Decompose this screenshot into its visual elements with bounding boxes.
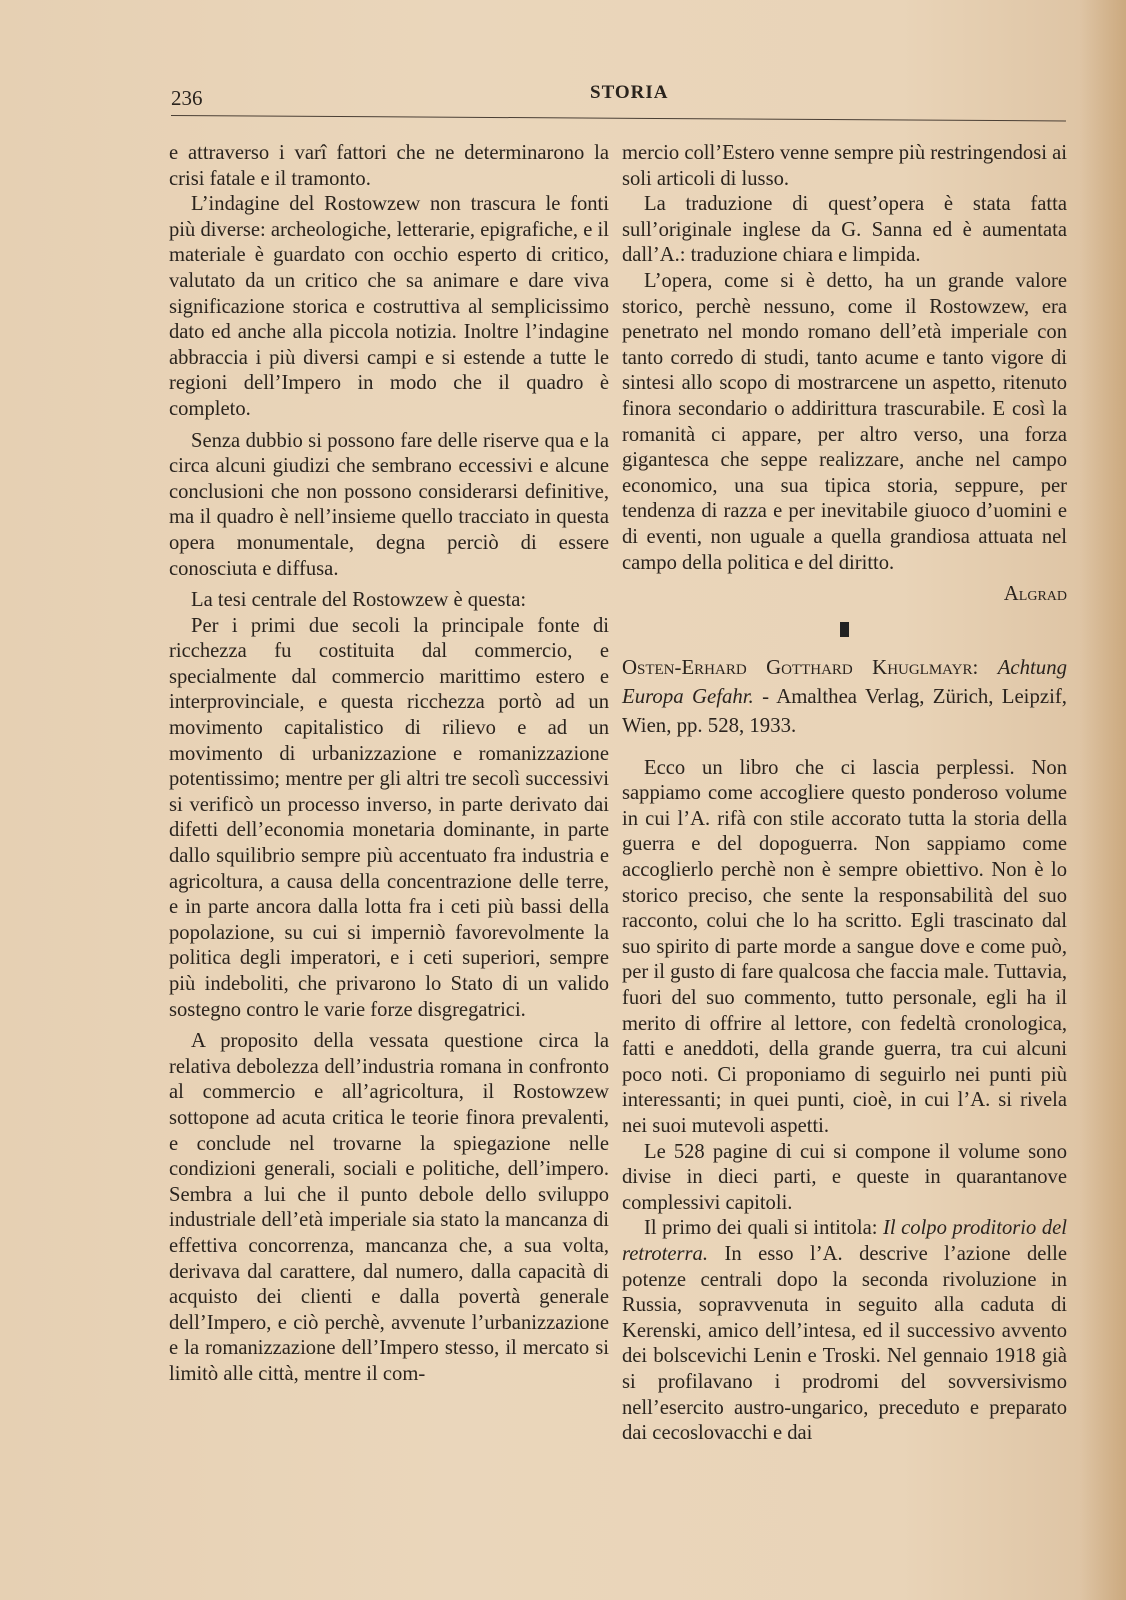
entry-publisher: - Amalthea Verlag, Zürich, Leipzif, Wien, pp. 528, 1933. bbox=[622, 684, 1067, 737]
paragraph: Senza dubbio si possono fare delle riserve qua e la circa alcuni giudizi che sembrano eccessivi e alcune conclusioni che non possono considerarsi definitive, ma il quadro è nell’insieme quello tracciato in questa opera monumentale, degna perciò di essere conosciuta e diffusa. bbox=[169, 429, 609, 580]
right-column bbox=[622, 141, 1067, 1447]
running-head: STORIA bbox=[590, 82, 669, 103]
review-signature: Algrad bbox=[1003, 583, 1067, 606]
entry-author: Osten-Erhard Gotthard Khuglmayr: bbox=[622, 655, 979, 679]
text-run: Il primo dei quali si intitola: bbox=[644, 1217, 878, 1240]
text-run: In esso l’A. descrive l’azione delle potenze centrali dopo la seconda rivoluzione in Russia, sopravvenuta in seguito alla caduta di Kerenski, amico dell’intesa, ed il successivo avvento dei bolscevichi Lenin e Troski. Nel gennaio 1918 già si profilavano i prodromi del sovversivismo nell’esercito austro-ungarico, preceduto e preparato dai cecoslovacchi e dai bbox=[622, 1242, 1067, 1445]
page-number: 236 bbox=[171, 86, 203, 110]
paragraph: Ecco un libro che ci lascia perplessi. Non sappiamo come accogliere questo ponderoso volume in cui l’A. rifà con stile accorato tutta la storia della guerra e del dopoguerra. Non sappiamo come accoglierlo perchè non è sempre obiettivo. Non è lo storico preciso, che sente la responsabilità del suo racconto, colui che lo ha scritto. Egli trascinato dal suo spirito di parte morde a sangue dove e come può, per il gusto di fare qualcosa che faccia male. Tuttavia, fuori del suo commento, tutto personale, egli ha il merito di offrire al lettore, con fedeltà cronologica, fatti e aneddoti, della grande guerra, tra cui alcuni poco noti. Ci proponiamo di seguirlo nei punti più interessanti; in quei punti, cioè, in cui l’A. si rivela nei suoi mutevoli aspetti. bbox=[622, 756, 1067, 1137]
paragraph: mercio coll’Estero venne sempre più restringendosi ai soli articoli di lusso. bbox=[622, 142, 1067, 190]
paragraph bbox=[622, 1216, 1067, 1446]
paragraph: Per i primi due secoli la principale fonte di ricchezza fu costituita dal commercio, e specialmente dal commercio marittimo estero e interprovinciale, e questa ricchezza portò ad un movimento capitalistico di rilievo e ad un movimento di urbanizzazione e romanizzazione potentissimo; mentre per gli altri tre secolì successivi si verificò un processo inverso, in parte derivato dai difetti dell’economia monetaria dominante, in parte dallo squilibrio sempre più accentuato fra industria e agricoltura, a causa della concentrazione delle terre, e in parte ancora dalla lotta fra i ceti più bassi della popolazione, su cui si imperniò favorevolmente la politica degli imperatori, e i ceti superiori, sempre più indeboliti, che privarono lo Stato di un valido sostegno contro le varie forze disgregatrici. bbox=[169, 614, 609, 1021]
entry-title: Achtung Europa Gefahr. bbox=[622, 655, 1067, 708]
paragraph: A proposito della vessata questione circa la relativa debolezza dell’industria romana in confronto al commercio e all’agricoltura, il Rostowzew sottopone ad acuta critica le teorie finora prevalenti, e conclude nel trovarne la spiegazione nelle condizioni generali, sociali e politiche, dell’impero. Sembra a lui che il punto debole dello sviluppo industriale dell’età imperiale sia stato la mancanza di effettiva concorrenza, mancanza che, a sua volta, derivava dal carattere, dal numero, dalla capacità di acquisto dei clienti e dalla povertà generale dell’Impero, e ciò perchè, avvenute l’urbanizzazione e la romanizzazione dell’Impero stesso, il mercato si limitò alle città, mentre il com- bbox=[169, 1030, 609, 1385]
chapter-title: Il colpo proditorio del retroterra. bbox=[622, 1217, 1067, 1265]
page-edge-shadow bbox=[1080, 0, 1126, 1600]
paragraph: L’indagine del Rostowzew non trascura le fonti più diverse: archeologiche, letterarie, epigrafiche, e il materiale è guardato con occhio esperto di critico, valutato da un critico che sa animare e dare viva significazione storica e costruttiva al semplicissimo dato ed anche alla piccola notizia. Inoltre l’indagine abbraccia i più diversi campi e si estende a tutte le regioni dell’Impero in modo che il quadro è completo. bbox=[169, 193, 609, 420]
paragraph: La tesi centrale del Rostowzew è questa: bbox=[191, 589, 527, 612]
left-column bbox=[169, 141, 609, 1388]
paragraph: e attraverso i varî fattori che ne determinarono la crisi fatale e il tramonto. bbox=[169, 142, 609, 190]
bibliographic-entry bbox=[622, 653, 1067, 740]
paragraph: Le 528 pagine di cui si compone il volume sono divise in dieci parti, e queste in quarantanove complessivi capitoli. bbox=[622, 1140, 1067, 1214]
paragraph: L’opera, come si è detto, ha un grande valore storico, perchè nessuno, come il Rostowzew, era penetrato nel mondo romano dell’età imperiale con tanto corredo di studi, tanto acume e tanto vigore di sintesi allo scopo di mostrarcene un aspetto, ritenuto finora secondario o addirittura trascurabile. E così la romanità ci appare, per altro verso, una forza gigantesca che seppe realizzare, anche nel campo economico, una sua tipica storia, seppure, per tendenza di razza e per inevitabile giuoco d’uomini e di eventi, non uguale a quella grandiosa attuata nel campo della politica e del diritto. bbox=[622, 269, 1067, 574]
paragraph: La traduzione di quest’opera è stata fatta sull’originale inglese da G. Sanna ed è aumentata dall’A.: traduzione chiara e limpida. bbox=[622, 193, 1067, 267]
section-separator bbox=[840, 622, 849, 637]
